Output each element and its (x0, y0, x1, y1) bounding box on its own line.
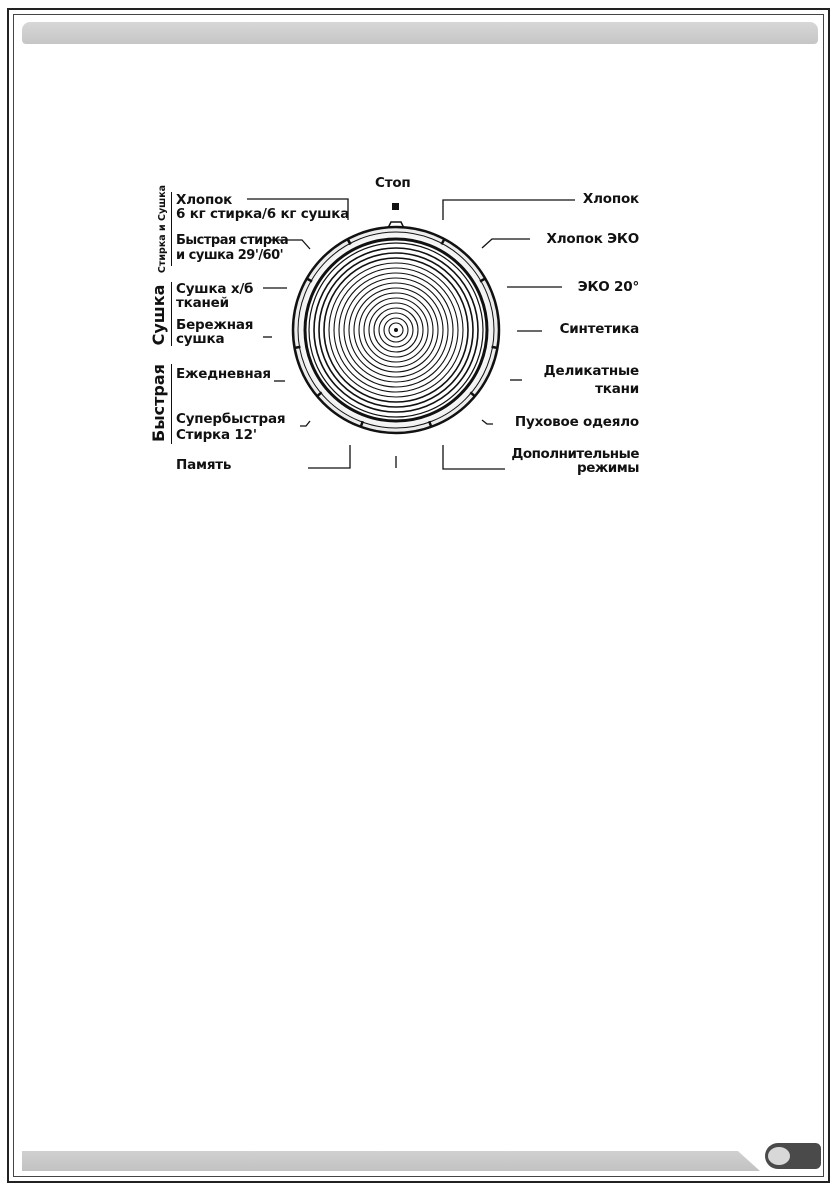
program-label-dry-cotton: Сушка х/б тканей (176, 281, 254, 311)
dial-notch (295, 347, 301, 348)
stop-label: Стоп (375, 175, 411, 191)
leader-memory (308, 445, 350, 468)
dial-notch (492, 347, 498, 348)
program-label-cotton: Хлопок (582, 191, 639, 207)
program-label-delicates: Деликатные ткани (543, 363, 639, 397)
program-label-cotton-wash-dry: Хлопок 6 кг стирка/6 кг сушка (176, 192, 350, 222)
group-label-quick: Быстрая (149, 364, 168, 442)
group-bracket-dry (171, 282, 172, 346)
program-label-quick-wash-dry: Быстрая стирка и сушка 29'/60' (176, 233, 289, 263)
leader-cotton-eco (482, 239, 530, 248)
program-label-duvet: Пуховое одеяло (514, 414, 639, 430)
program-label-cotton-eco: Хлопок ЭКО (546, 231, 639, 247)
program-label-additional: Дополнительные режимы (511, 446, 639, 476)
program-label-memory: Память (176, 457, 232, 473)
leader-duvet (482, 420, 493, 424)
leader-cotton (443, 200, 575, 220)
group-bracket-quick (171, 364, 172, 444)
program-knob[interactable] (293, 222, 499, 433)
group-label-wash-and-dry: Стирка и Сушка (157, 184, 168, 274)
program-label-eco-20: ЭКО 20° (577, 279, 639, 295)
group-bracket-wash-dry (171, 192, 172, 266)
group-label-dry: Сушка (149, 284, 168, 346)
program-label-gentle-dry: Бережная сушка (176, 317, 254, 347)
leader-additional (443, 445, 505, 469)
program-label-synthetics: Синтетика (559, 321, 639, 337)
dial-center (394, 328, 398, 332)
stop-marker (392, 203, 399, 210)
program-label-super-quick: Супербыстрая Стирка 12' (176, 411, 286, 443)
program-label-daily: Ежедневная (176, 366, 271, 382)
leader-super-quick (300, 421, 310, 426)
